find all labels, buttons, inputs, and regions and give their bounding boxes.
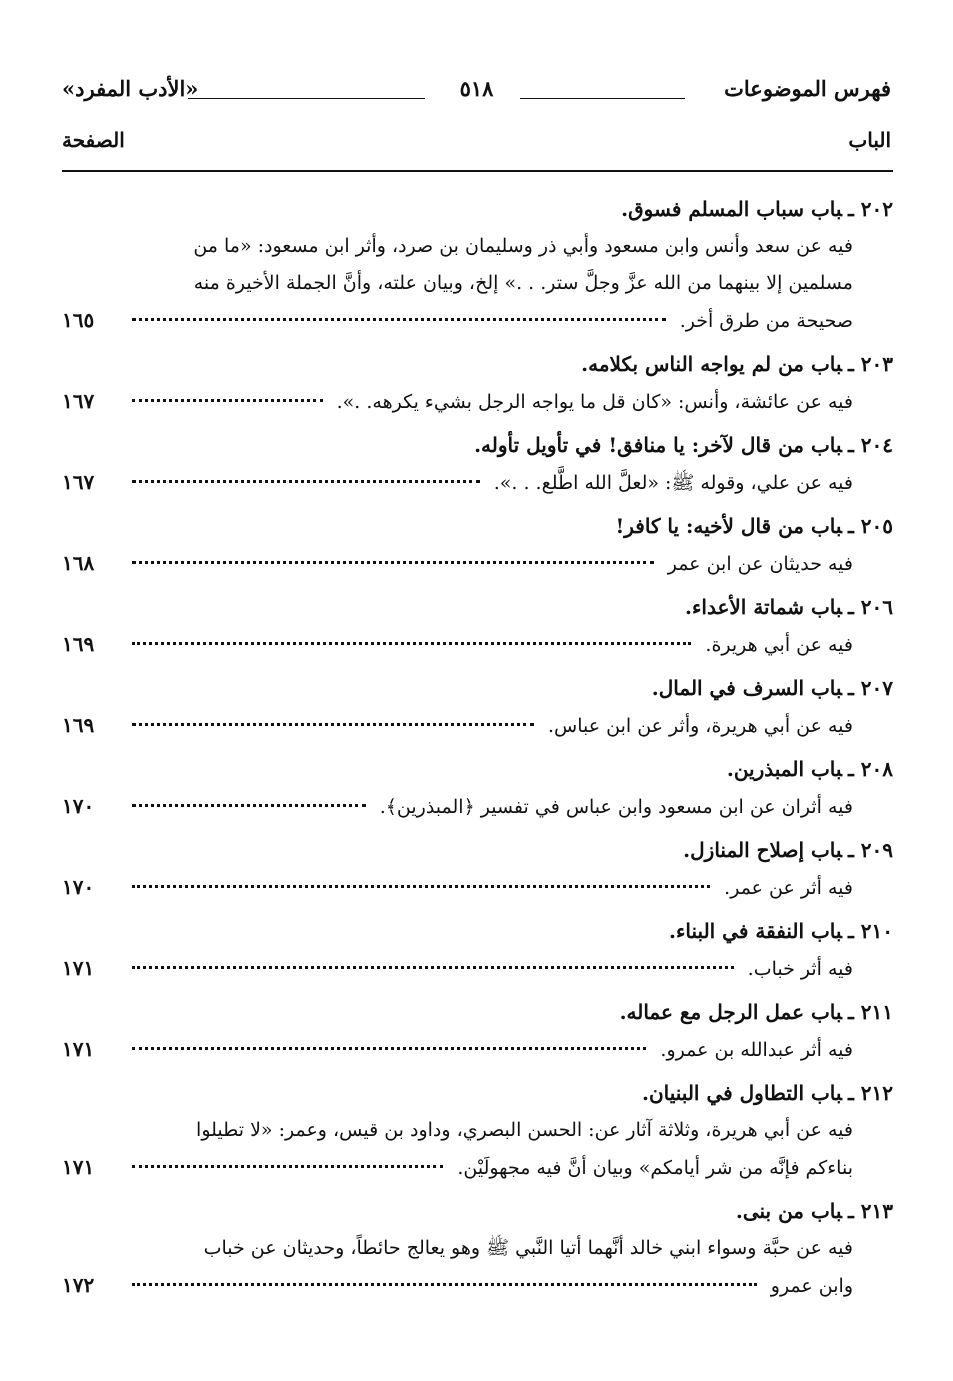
description-last-line: فيه عن أبي هريرة. xyxy=(705,634,853,656)
entry-title-text: باب إصلاح المنازل. xyxy=(683,838,842,862)
dot-leader xyxy=(132,642,691,645)
description-last-line: فيه عن أبي هريرة، وأثر عن ابن عباس. xyxy=(548,715,853,737)
entries-list xyxy=(62,190,893,1310)
entry-title xyxy=(62,831,893,869)
entry-page-number: ١٦٧ xyxy=(62,389,95,413)
entry-number: ٢٠٨ ـ xyxy=(847,757,893,781)
description-last-line: فيه أثران عن ابن مسعود وابن عباس في تفسير ﴿المبذرين﴾. xyxy=(379,796,853,818)
description-last-line: صحيحة من طرق أخر. xyxy=(679,310,853,332)
entry-title-text: باب من قال لآخر: يا منافق! في تأويل تأوله. xyxy=(474,433,842,457)
entry-title xyxy=(62,669,893,707)
entry-number: ٢١٠ ـ xyxy=(847,919,893,943)
entry-number: ٢٠٢ ـ xyxy=(847,197,893,221)
entry-title-text: باب سباب المسلم فسوق. xyxy=(621,197,842,221)
description-line: مسلمين إلا بينهما من الله عزَّ وجلَّ ستر. . .» إلخ، وبيان علته، وأنَّ الجملة الأخيرة منه xyxy=(193,272,853,294)
entry-title xyxy=(62,426,893,464)
entry-leader-line xyxy=(62,302,893,339)
entry-title-text: باب من بنى. xyxy=(735,1199,842,1223)
index-entry xyxy=(62,507,893,582)
entry-page-number: ١٦٩ xyxy=(62,632,95,656)
entry-description xyxy=(122,1112,853,1149)
running-head-book: «الأدب المفرد» xyxy=(62,76,199,101)
column-header-page: الصفحة xyxy=(62,128,125,152)
entry-title xyxy=(62,912,893,950)
entry-page-number: ١٦٩ xyxy=(62,713,95,737)
description-line: فيه عن أبي هريرة، وثلاثة آثار عن: الحسن البصري، وداود بن قيس، وعمر: «لا تطيلوا xyxy=(196,1119,853,1141)
entry-leader-line xyxy=(62,1031,893,1068)
entry-title-text: باب عمل الرجل مع عماله. xyxy=(619,1000,842,1024)
entry-title-text: باب السرف في المال. xyxy=(651,676,842,700)
description-last-line: فيه أثر خباب. xyxy=(747,958,853,980)
index-entry xyxy=(62,426,893,501)
entry-number: ٢٠٣ ـ xyxy=(847,352,893,376)
entry-title-text: باب شماتة الأعداء. xyxy=(685,595,842,619)
description-last-line: فيه حديثان عن ابن عمر xyxy=(667,553,853,575)
entry-page-number: ١٧١ xyxy=(62,1155,95,1179)
entry-title xyxy=(62,750,893,788)
entry-title xyxy=(62,588,893,626)
entry-leader-line xyxy=(62,707,893,744)
dot-leader xyxy=(132,1047,646,1050)
dot-leader xyxy=(132,804,366,807)
entry-page-number: ١٧٠ xyxy=(62,875,95,899)
column-header-chapter: الباب xyxy=(848,128,891,152)
entry-description xyxy=(122,228,853,302)
entry-leader-line xyxy=(62,383,893,420)
entry-leader-line xyxy=(62,464,893,501)
entry-description xyxy=(122,1230,853,1267)
entry-leader-line xyxy=(62,626,893,663)
entry-title-text: باب النفقة في البناء. xyxy=(669,919,842,943)
description-last-line: فيه عن عائشة، وأنس: «كان قل ما يواجه الرجل بشيء يكرهه. .». xyxy=(336,391,853,413)
entry-leader-line xyxy=(62,869,893,906)
dot-leader xyxy=(132,885,710,888)
dot-leader xyxy=(132,723,534,726)
header-rule xyxy=(62,170,893,172)
entry-page-number: ١٧١ xyxy=(62,1037,95,1061)
entry-title-text: باب من لم يواجه الناس بكلامه. xyxy=(581,352,842,376)
entry-leader-line xyxy=(62,1149,893,1186)
index-entry xyxy=(62,588,893,663)
index-entry xyxy=(62,912,893,987)
entry-number: ٢١٢ ـ xyxy=(847,1081,893,1105)
entry-title xyxy=(62,190,893,228)
entry-title xyxy=(62,507,893,545)
dot-leader xyxy=(132,399,323,402)
entry-leader-line xyxy=(62,788,893,825)
entry-page-number: ١٦٧ xyxy=(62,470,95,494)
entry-number: ٢٠٩ ـ xyxy=(847,838,893,862)
entry-number: ٢٠٧ ـ xyxy=(847,676,893,700)
entry-page-number: ١٧١ xyxy=(62,956,95,980)
dot-leader xyxy=(132,1283,757,1286)
entry-title xyxy=(62,1192,893,1230)
index-entry xyxy=(62,190,893,339)
entry-leader-line xyxy=(62,1267,893,1304)
index-entry xyxy=(62,750,893,825)
description-last-line: فيه أثر عن عمر. xyxy=(724,877,853,899)
entry-page-number: ١٧٠ xyxy=(62,794,95,818)
index-entry xyxy=(62,669,893,744)
running-head-page-number: ٥١٨ xyxy=(459,76,494,101)
entry-number: ٢٠٥ ـ xyxy=(847,514,893,538)
description-last-line: فيه أثر عبدالله بن عمرو. xyxy=(660,1039,853,1061)
index-entry xyxy=(62,345,893,420)
dot-leader xyxy=(132,561,654,564)
entry-leader-line xyxy=(62,950,893,987)
dot-leader xyxy=(132,318,666,321)
description-last-line: بناءكم فإنَّه من شر أيامكم» وبيان أنَّ فيه مجهولَيْن. xyxy=(457,1157,853,1179)
entry-number: ٢١٣ ـ xyxy=(847,1199,893,1223)
entry-title xyxy=(62,993,893,1031)
index-entry xyxy=(62,993,893,1068)
entry-leader-line xyxy=(62,545,893,582)
index-entry xyxy=(62,1192,893,1304)
index-entry xyxy=(62,1074,893,1186)
running-head-rule-left xyxy=(188,98,425,99)
dot-leader xyxy=(132,480,480,483)
entry-title-text: باب من قال لأخيه: يا كافر! xyxy=(615,514,842,538)
running-head-section: فهرس الموضوعات xyxy=(724,76,891,101)
description-last-line: وابن عمرو xyxy=(770,1275,853,1297)
dot-leader xyxy=(132,1165,443,1168)
description-line: فيه عن سعد وأنس وابن مسعود وأبي ذر وسليمان بن صرد، وأثر ابن مسعود: «ما من xyxy=(193,235,853,257)
entry-title xyxy=(62,345,893,383)
entry-number: ٢٠٦ ـ xyxy=(847,595,893,619)
description-last-line: فيه عن علي، وقوله ﷺ: «لعلَّ الله اطَّلع. . .». xyxy=(493,472,853,494)
entry-number: ٢٠٤ ـ xyxy=(847,433,893,457)
entry-page-number: ١٦٨ xyxy=(62,551,95,575)
description-line: فيه عن حبَّة وسواء ابني خالد أنَّهما أتيا النَّبي ﷺ وهو يعالج حائطاً، وحديثان عن خباب xyxy=(203,1237,853,1259)
entry-title xyxy=(62,1074,893,1112)
entry-title-text: باب التطاول في البنيان. xyxy=(641,1081,842,1105)
entry-number: ٢١١ ـ xyxy=(847,1000,893,1024)
entry-title-text: باب المبذرين. xyxy=(726,757,842,781)
entry-page-number: ١٦٥ xyxy=(62,308,95,332)
entry-page-number: ١٧٢ xyxy=(62,1273,95,1297)
index-entry xyxy=(62,831,893,906)
dot-leader xyxy=(132,966,734,969)
